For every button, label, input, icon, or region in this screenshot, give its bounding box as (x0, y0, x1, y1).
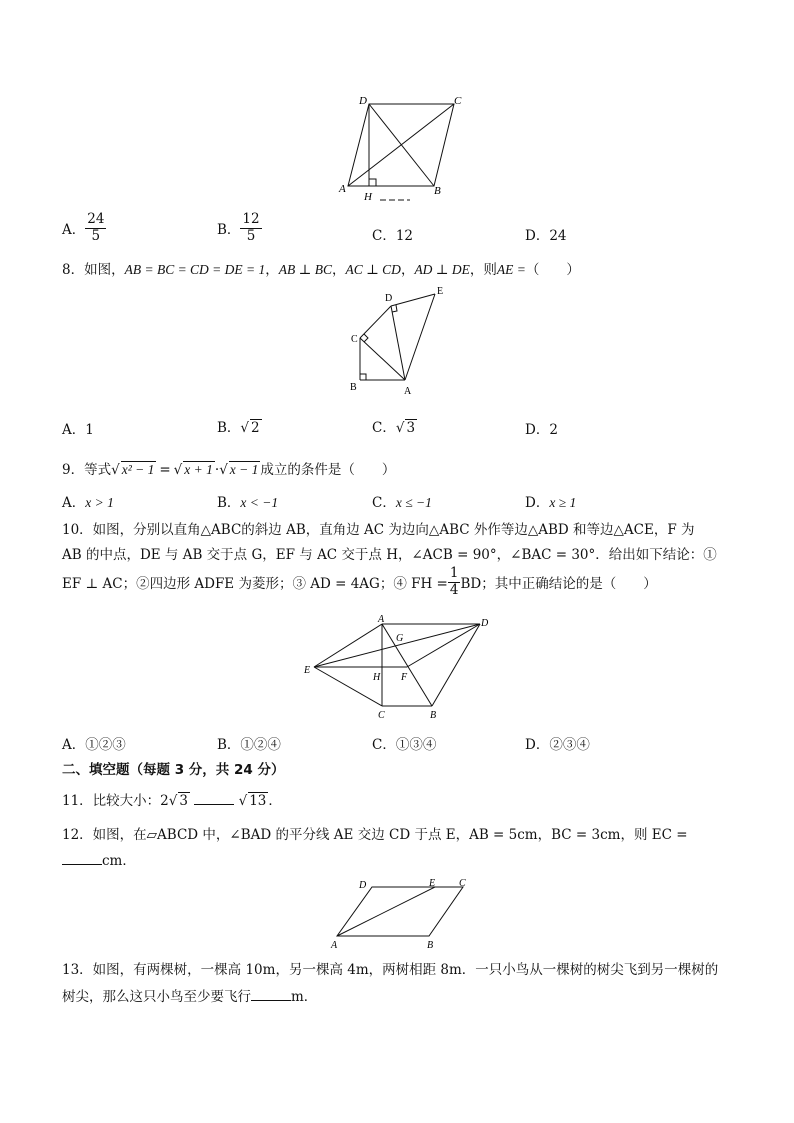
q8-sep2: ， (331, 262, 346, 278)
segment-cd (360, 306, 391, 338)
q9-option-b-letter: B． (217, 495, 241, 511)
figure-q7-rhombus (330, 92, 480, 204)
label-b: B (427, 940, 434, 950)
label-e: E (437, 286, 444, 297)
label-b: B (434, 185, 441, 197)
q13-line-1: 13．如图，有两棵树，一棵高 10m，另一棵高 4m，两树相距 8m．一只小鸟从一棵树的树尖飞到另一棵树的 (62, 962, 719, 978)
q9-dot: · (214, 462, 220, 478)
segment-ea (405, 294, 435, 380)
label-b: B (350, 382, 357, 393)
q8-option-c[interactable]: C．√ 3 (372, 420, 416, 436)
q8-cond3: AC ⊥ CD (345, 262, 401, 277)
q7-option-a-fraction (85, 212, 106, 244)
label-g: G (396, 633, 404, 644)
label-d: D (359, 95, 367, 107)
q7-option-b-letter: B． (217, 222, 241, 239)
q8-sep1: ， (265, 262, 279, 278)
q7-option-b-fraction (240, 212, 261, 244)
label-d: D (359, 880, 367, 891)
q11-radical-2: 13 (249, 793, 267, 809)
q10-line-3-a: EF ⊥ AC；②四边形 ADFE 为菱形；③ AD = 4AG；④ FH = (62, 576, 448, 593)
label-e: E (429, 878, 436, 889)
label-c: C (459, 878, 466, 889)
segment-ed (314, 624, 480, 667)
figure-q10 (300, 612, 500, 724)
q9-option-a-letter: A． (62, 495, 86, 511)
q8-stem (62, 258, 580, 278)
q8-ask: ，则 (469, 262, 497, 278)
label-c: C (454, 95, 462, 107)
label-d: D (481, 618, 489, 629)
q12-unit: cm． (102, 853, 136, 869)
q8-option-b-letter: B． (217, 420, 241, 436)
label-c: C (378, 710, 385, 721)
label-e: E (304, 665, 311, 676)
q9-option-d-letter: D． (525, 495, 550, 511)
right-angle-d (392, 305, 397, 312)
segment-db (432, 624, 480, 706)
q9-option-a-value: x > 1 (85, 495, 114, 510)
q7-option-b-num: 12 (242, 211, 260, 227)
q7-option-a-num: 24 (87, 211, 105, 227)
q9-suffix: 成立的条件是（ ） (260, 462, 396, 478)
q13-line-2-a: 树尖，那么这只小鸟至少要飞行 (62, 989, 251, 1005)
q12-line-1: 12．如图，在▱ABCD 中，∠BAD 的平分线 AE 交边 CD 于点 E，AB = 5cm，BC = 3cm，则 EC = (62, 827, 688, 843)
label-a: A (378, 614, 385, 625)
q9-prefix: 9．等式 (62, 462, 112, 478)
q10-option-d[interactable]: D．②③④ (525, 737, 590, 753)
q11-end: ． (268, 793, 282, 809)
q8-ask-var: AE = (496, 262, 526, 277)
q9-stem: 9．等式√ x² − 1 = √ x + 1 ·√ x − 1 成立的条件是（ ） (62, 462, 396, 478)
q9-option-a[interactable] (62, 491, 114, 511)
q10-line-2: AB 的中点，DE 与 AB 交于点 G，EF 与 AC 交于点 H，∠ACB = 90°，∠BAC = 30°．给出如下结论：① (62, 547, 717, 563)
q11-stem: 11．比较大小：2√ 3 √ 13 ． (62, 793, 282, 809)
segment-ea (314, 624, 382, 667)
q13-line-2 (62, 985, 317, 1005)
q8-cond1: AB = BC = CD = DE = 1 (124, 262, 266, 277)
q7-option-b[interactable] (217, 212, 262, 244)
q9-radical-3: x − 1 (229, 462, 259, 477)
q12-line-2 (62, 849, 136, 869)
q9-option-b-value: x < −1 (240, 495, 279, 510)
q7-option-a-letter: A． (62, 222, 86, 239)
q9-option-c[interactable] (372, 491, 432, 511)
q7-option-a[interactable] (62, 212, 106, 244)
section-heading-fill-blanks: 二、填空题（每题 3 分，共 24 分） (62, 762, 285, 778)
label-a: A (404, 386, 412, 396)
q11-radical-1: 3 (179, 793, 188, 809)
q9-radical-2: x + 1 (184, 462, 213, 477)
q8-option-c-letter: C． (372, 420, 396, 436)
q10-line-3 (62, 566, 657, 598)
q8-number: 8．如图， (62, 262, 125, 278)
label-d: D (385, 293, 393, 304)
q13-answer-blank[interactable] (251, 1000, 291, 1001)
q10-fraction-den: 4 (449, 581, 459, 598)
label-b: B (430, 710, 437, 721)
q9-eq: = (159, 462, 171, 478)
q9-option-d-value: x ≥ 1 (549, 495, 577, 510)
q13-line-2-b: m． (291, 989, 318, 1005)
segment-ec (314, 667, 382, 706)
q10-option-c[interactable]: C．①③④ (372, 737, 437, 753)
q8-option-b[interactable]: B．√ 2 (217, 420, 260, 436)
label-h: H (373, 672, 381, 683)
right-angle-mark (369, 179, 376, 186)
q11-prefix: 11．比较大小：2 (62, 793, 169, 809)
q10-fraction (448, 566, 461, 598)
parallelogram-outline (337, 887, 463, 936)
q7-option-a-den: 5 (91, 227, 101, 244)
q7-option-c[interactable]: C．12 (372, 228, 414, 244)
q8-cond2: AB ⊥ BC (278, 262, 332, 277)
right-angle-c (364, 334, 368, 342)
label-c: C (351, 334, 358, 345)
right-angle-b (360, 374, 366, 380)
q8-option-d[interactable]: D．2 (525, 422, 558, 438)
q8-sep3: ， (400, 262, 415, 278)
label-f: F (401, 672, 408, 683)
segment-de (391, 294, 435, 306)
q7-option-d[interactable]: D．24 (525, 228, 567, 244)
bisector-ae (337, 887, 435, 936)
q9-option-b[interactable] (217, 491, 278, 511)
q8-paren: （ ） (525, 262, 580, 278)
q12-answer-blank[interactable] (62, 864, 102, 865)
q8-option-a[interactable]: A．1 (62, 422, 94, 438)
label-a: A (331, 940, 338, 950)
q9-option-c-value: x ≤ −1 (395, 495, 432, 510)
q10-line-3-b: BD；其中正确结论的是（ ） (460, 576, 657, 593)
segment-fd (407, 624, 480, 667)
q7-option-b-den: 5 (246, 227, 256, 244)
q10-line-1: 10．如图，分别以直角△ABC的斜边 AB，直角边 AC 为边向△ABC 外作等边△ABD 和等边△ACE，F 为 (62, 522, 695, 538)
q10-fraction-num: 1 (449, 565, 459, 581)
label-a: A (339, 183, 346, 195)
diagonal-bd (369, 104, 434, 186)
q9-option-c-letter: C． (372, 495, 396, 511)
q9-option-d[interactable] (525, 491, 576, 511)
segment-ab (382, 624, 432, 706)
q10-option-b[interactable]: B．①②④ (217, 737, 281, 753)
figure-q12-parallelogram (325, 874, 480, 950)
q8-cond4: AD ⊥ DE (414, 262, 470, 277)
q10-option-a[interactable]: A．①②③ (62, 737, 126, 753)
q8-option-b-radicand: 2 (251, 420, 260, 436)
q8-option-c-radicand: 3 (406, 420, 416, 436)
figure-q8 (345, 284, 455, 396)
q9-radical-1: x² − 1 (121, 462, 155, 477)
q11-answer-blank[interactable] (194, 804, 234, 805)
label-h: H (364, 191, 372, 203)
